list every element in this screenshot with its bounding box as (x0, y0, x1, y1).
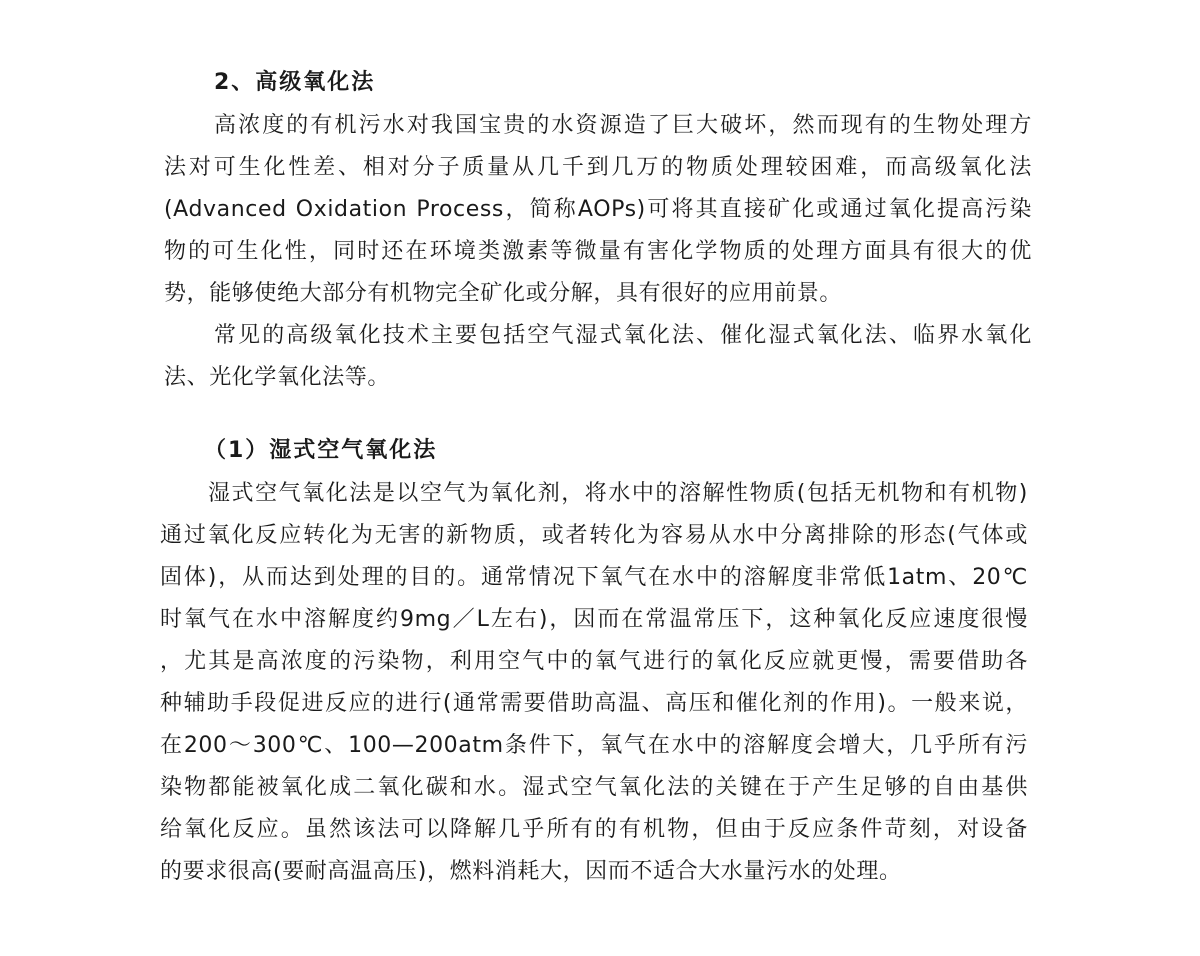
paragraph-line: ，尤其是高浓度的污染物，利用空气中的氧气进行的氧化反应就更慢，需要借助各 (160, 649, 1028, 674)
paragraph-line: 湿式空气氧化法是以空气为氧化剂，将水中的溶解性物质(包括无机物和有机物) (208, 481, 1028, 506)
paragraph-line: 的要求很高(要耐高温高压)，燃料消耗大，因而不适合大水量污水的处理。 (160, 859, 902, 884)
paragraph-line: 在200～300℃、100—200atm条件下，氧气在水中的溶解度会增大，几乎所有污 (160, 733, 1028, 758)
subsection-heading: （1）湿式空气氧化法 (204, 438, 438, 463)
paragraph-line: 染物都能被氧化成二氧化碳和水。湿式空气氧化法的关键在于产生足够的自由基供 (160, 775, 1028, 800)
paragraph-line: 物的可生化性，同时还在环境类激素等微量有害化学物质的处理方面具有很大的优 (164, 239, 1032, 264)
paragraph-line: 势，能够使绝大部分有机物完全矿化或分解，具有很好的应用前景。 (164, 281, 843, 306)
paragraph-line: 固体)，从而达到处理的目的。通常情况下氧气在水中的溶解度非常低1atm、20℃ (160, 565, 1028, 590)
paragraph-line: 时氧气在水中溶解度约9mg／L左右)，因而在常温常压下，这种氧化反应速度很慢 (160, 607, 1028, 632)
paragraph-line: 法对可生化性差、相对分子质量从几千到几万的物质处理较困难，而高级氧化法 (164, 155, 1032, 180)
section-heading: 2、高级氧化法 (214, 70, 376, 95)
paragraph-line: 通过氧化反应转化为无害的新物质，或者转化为容易从水中分离排除的形态(气体或 (160, 523, 1028, 548)
paragraph-line: 常见的高级氧化技术主要包括空气湿式氧化法、催化湿式氧化法、临界水氧化 (214, 323, 1032, 348)
paragraph-line: (Advanced Oxidation Process，简称AOPs)可将其直接矿化或通过氧化提高污染 (164, 197, 1032, 222)
paragraph-line: 给氧化反应。虽然该法可以降解几乎所有的有机物，但由于反应条件苛刻，对设备 (160, 817, 1028, 842)
paragraph-line: 高浓度的有机污水对我国宝贵的水资源造了巨大破坏，然而现有的生物处理方 (214, 113, 1032, 138)
paragraph-line: 法、光化学氧化法等。 (164, 365, 391, 390)
paragraph-line: 种辅助手段促进反应的进行(通常需要借助高温、高压和催化剂的作用)。一般来说， (160, 691, 1028, 716)
